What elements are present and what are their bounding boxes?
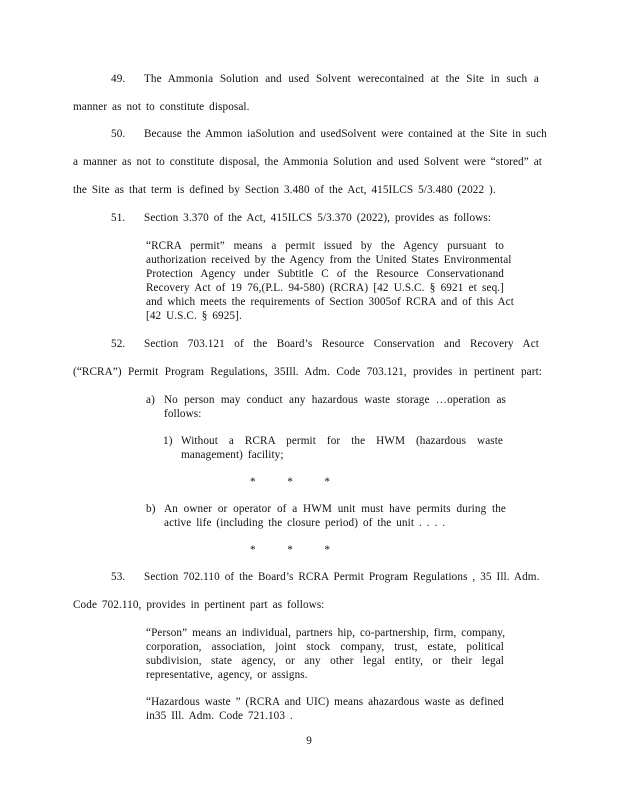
- definition-person-line-1: “Person” means an individual, partners hip, co-partnership, firm, company,: [146, 627, 506, 639]
- list-item-b: [146, 503, 506, 515]
- para-49-number: 49.: [111, 73, 126, 85]
- para-49-text-1: The Ammonia Solution and used Solvent werecontained at the Site in such a: [144, 73, 539, 85]
- para-50-text-1: Because the Ammon iaSolution and usedSolvent were contained at the Site in such: [144, 128, 547, 140]
- para-51-text-1: Section 3.370 of the Act, 415ILCS 5/3.370 (2022), provides as follows:: [144, 212, 492, 224]
- definition-person-line-4: representative, agency, or assigns.: [146, 669, 308, 681]
- list-item-a1-label: 1): [163, 435, 173, 447]
- quote-rcra-permit-line-3: Protection Agency under Subtitle C of the Resource Conservationand: [146, 268, 504, 280]
- list-item-a-label: a): [146, 394, 155, 406]
- para-53-line-2: Code 702.110, provides in pertinent part as follows:: [73, 599, 325, 611]
- quote-rcra-permit-line-1: “RCRA permit” means a permit issued by the Agency pursuant to: [146, 240, 504, 252]
- para-53-line-1: [111, 571, 539, 583]
- list-item-b-line-2: active life (including the closure period) of the unit . . . .: [164, 517, 446, 529]
- para-53-number: 53.: [111, 571, 126, 583]
- para-52-number: 52.: [111, 338, 126, 350]
- list-item-a1: [163, 435, 505, 447]
- list-item-a-text-1: No person may conduct any hazardous waste storage …operation as: [164, 394, 506, 406]
- quote-rcra-permit-line-5: and which meets the requirements of Section 3005of RCRA and of this Act: [146, 296, 514, 308]
- quote-rcra-permit-line-2: authorization received by the Agency from the United States Environmental: [146, 254, 512, 266]
- list-item-a: [146, 394, 506, 406]
- para-52-line-1: [111, 338, 539, 350]
- quote-rcra-permit-line-4: Recovery Act of 19 76,(P.L. 94-580) (RCRA) [42 U.S.C. § 6921 et seq.]: [146, 282, 504, 294]
- list-item-a-line-2: follows:: [164, 408, 202, 420]
- para-49-line-1: [111, 73, 539, 85]
- definition-person-line-3: subdivision, state agency, or any other legal entity, or their legal: [146, 655, 504, 667]
- list-item-a1-text-1: Without a RCRA permit for the HWM (hazardous waste: [181, 435, 503, 447]
- para-50-line-2: a manner as not to constitute disposal, the Ammonia Solution and used Solvent were “stored” at: [73, 156, 542, 168]
- ellipsis-stars-2: * * *: [250, 544, 330, 556]
- list-item-b-label: b): [146, 503, 156, 515]
- para-51-number: 51.: [111, 212, 126, 224]
- list-item-b-text-1: An owner or operator of a HWM unit must have permits during the: [164, 503, 506, 515]
- para-50-line-1: [111, 128, 547, 140]
- ellipsis-stars-1: * * *: [250, 476, 330, 488]
- para-50-line-3: the Site as that term is defined by Section 3.480 of the Act, 415ILCS 5/3.480 (2022 ).: [73, 184, 496, 196]
- definition-person-line-2: corporation, association, joint stock company, trust, estate, political: [146, 641, 504, 653]
- definition-hazardous-waste-line-1: “Hazardous waste ” (RCRA and UIC) means ahazardous waste as defined: [146, 696, 504, 708]
- list-item-a1-line-2: management) facility;: [181, 449, 284, 461]
- page-number: 9: [306, 735, 312, 747]
- list-item-b-line-1: [146, 503, 506, 515]
- para-52-text-1: Section 703.121 of the Board’s Resource Conservation and Recovery Act: [144, 338, 539, 350]
- para-53-text-1: Section 702.110 of the Board’s RCRA Permit Program Regulations , 35 Ill. Adm.: [144, 571, 540, 583]
- para-50-number: 50.: [111, 128, 126, 140]
- quote-rcra-permit-line-6: [42 U.S.C. § 6925].: [146, 310, 242, 322]
- definition-hazardous-waste-line-2: in35 Ill. Adm. Code 721.103 .: [146, 710, 293, 722]
- para-52-line-2: (“RCRA”) Permit Program Regulations, 35Ill. Adm. Code 703.121, provides in pertinent part:: [73, 366, 542, 378]
- para-51-line-1: [111, 212, 539, 224]
- list-item-a-line-1: [146, 394, 506, 406]
- para-49-line-2: manner as not to constitute disposal.: [73, 101, 250, 113]
- list-item-a1-line-1: [163, 435, 503, 447]
